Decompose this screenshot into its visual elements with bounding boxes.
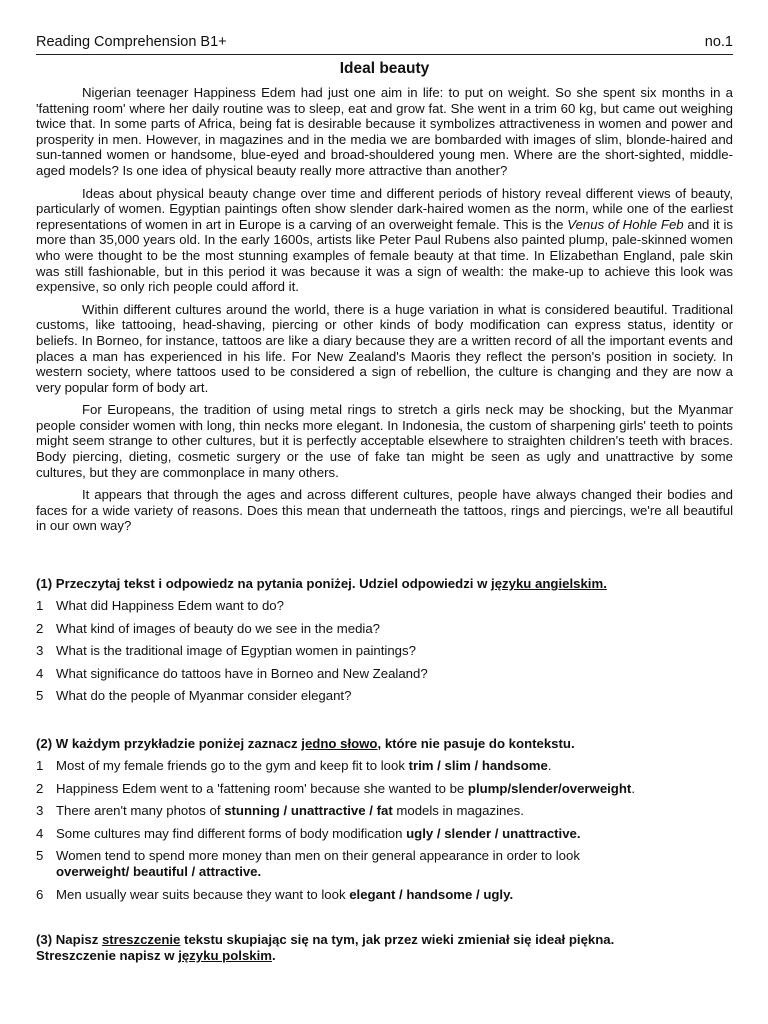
paragraph-5 bbox=[36, 487, 733, 534]
exercise-3-text-c: Streszczenie napisz w bbox=[36, 948, 179, 963]
page-header bbox=[36, 34, 733, 55]
exercise-3-line-2 bbox=[36, 948, 733, 964]
article-title: Ideal beauty bbox=[339, 60, 430, 77]
exercise-item bbox=[36, 848, 733, 879]
exercise-2-instruction-underlined: jedno słowo bbox=[301, 736, 378, 751]
exercise-1-instruction-underlined: języku angielskim. bbox=[491, 576, 607, 591]
paragraph-4-text: For Europeans, the tradition of using metal rings to stretch a girls neck may be shocking, but the Myanmar people consider women with long, thin necks more elegant. In Indonesia, the custom of sharpening girls' teeth to points might seem strange to other cultures, but it is perfectly acceptable elsewhere to straighten children's teeth with braces. Body piercing, dieting, cosmetic surgery or the use of fake tan might be seen as ugly and unattractive by some cultures, but they are commonplace in many others. bbox=[36, 402, 733, 480]
question-number: 2 bbox=[36, 620, 44, 636]
question-number: 5 bbox=[36, 688, 44, 704]
item-number: 2 bbox=[36, 780, 44, 796]
paragraph-2 bbox=[36, 186, 733, 295]
item-text: Men usually wear suits because they want to look bbox=[56, 886, 350, 902]
item-text: There aren't many photos of bbox=[56, 803, 225, 819]
paragraph-1-text: Nigerian teenager Happiness Edem had just one aim in life: to put on weight. So she spent six months in a 'fattening room' where her daily routine was to sleep, eat and grow fat. She went in a trim 60 kg, but came out weighing twice that. In some parts of Africa, being fat is desirable because it symbolizes attractiveness in women and power and prosperity in men. However, in magazines and in the media we are bombarded with images of slim, blonde-haired and sun-tanned women or handsome, blue-eyed and broad-shouldered young men. Where are the short-sighted, middle-aged models? Is one idea of physical beauty really more attractive than another? bbox=[36, 85, 733, 178]
header-course-title: Reading Comprehension B1+ bbox=[36, 34, 227, 50]
paragraph-4 bbox=[36, 402, 733, 480]
exercise-2 bbox=[36, 736, 733, 909]
item-number: 1 bbox=[36, 758, 44, 773]
question-number: 1 bbox=[36, 598, 44, 613]
word-options: overweight/ beautiful / attractive. bbox=[56, 863, 262, 879]
exercise-3-line-1 bbox=[36, 932, 733, 948]
paragraph-5-text: It appears that through the ages and across different cultures, people have always changed their bodies and faces for a wide variety of reasons. Does this mean that underneath the tattoos, rings and piercings, we're all beautiful in our own way? bbox=[36, 487, 733, 534]
item-text-end: . bbox=[631, 780, 635, 796]
exercise-3 bbox=[36, 932, 733, 964]
exercise-item bbox=[36, 803, 733, 819]
question-item bbox=[36, 688, 733, 704]
exercise-3-text-a: (3) Napisz bbox=[36, 932, 102, 947]
exercise-1-instruction bbox=[36, 576, 733, 591]
item-text: Most of my female friends go to the gym and keep fit to look bbox=[56, 758, 409, 773]
item-text-end: models in magazines. bbox=[392, 803, 524, 819]
paragraph-2-text-a: Ideas about physical beauty change over time and different periods of history reveal different views of beauty, particularly of women. Egyptian paintings often show slender dark-haired women as the norm, while one of the earliest representations of women in art in Europe is a carving of an overweight female. This is the bbox=[36, 185, 733, 232]
question-text: What significance do tattoos have in Borneo and New Zealand? bbox=[56, 665, 428, 681]
exercise-item bbox=[36, 887, 733, 903]
article-body bbox=[36, 85, 733, 541]
paragraph-3 bbox=[36, 302, 733, 396]
paragraph-3-text: Within different cultures around the world, there is a huge variation in what is considered beautiful. Traditional customs, like tattooing, head-shaving, piercing or other kinds of body modification can express status, identity or beliefs. In Borneo, for instance, tattoos are like a diary because they are a written record of all the important events and places a man has experienced in his life. For New Zealand's Maoris they reflect the person's position in society. In western society, where tattoos used to be considered a sign of rebellion, the culture is changing and they are now a very popular form of body art. bbox=[36, 301, 733, 395]
item-text: Women tend to spend more money than men on their general appearance in order to look bbox=[56, 848, 580, 864]
exercise-3-text-b: tekstu skupiając się na tym, jak przez wieki zmieniał się ideał piękna. bbox=[180, 932, 615, 947]
exercise-1-questions bbox=[36, 598, 733, 704]
header-number: no.1 bbox=[704, 34, 733, 50]
question-text: What kind of images of beauty do we see in the media? bbox=[56, 620, 381, 636]
exercise-2-instruction bbox=[36, 736, 733, 751]
exercise-3-underlined-language: języku polskim bbox=[178, 948, 273, 963]
item-text-end: . bbox=[547, 758, 552, 773]
exercise-3-text-d: . bbox=[272, 948, 276, 963]
question-item bbox=[36, 621, 733, 637]
question-text: What did Happiness Edem want to do? bbox=[56, 598, 284, 613]
exercise-2-items bbox=[36, 758, 733, 902]
item-text: Some cultures may find different forms of body modification bbox=[56, 825, 407, 841]
item-number: 3 bbox=[36, 803, 44, 819]
exercise-3-underlined-summary: streszczenie bbox=[101, 932, 181, 947]
venus-title: Venus of Hohle Feb bbox=[567, 216, 684, 232]
word-options: stunning / unattractive / fat bbox=[224, 803, 393, 819]
word-options: ugly / slender / unattractive. bbox=[406, 825, 581, 841]
exercise-1-instruction-text: (1) Przeczytaj tekst i odpowiedz na pytania poniżej. Udziel odpowiedzi w bbox=[36, 576, 492, 591]
paragraph-2-text-b: and it is more than 35,000 years old. In the early 1600s, artists like Peter Paul Rubens also painted plump, pale-skinned women who were thought to be the most stunning examples of female beauty at that time. In Elizabethan England, pale skin was still fashionable, but in this period it was because it was a sign of wealth: the make-up to achieve this look was expensive, so only rich people could afford it. bbox=[36, 216, 733, 295]
word-options: elegant / handsome / ugly. bbox=[349, 886, 514, 902]
question-number: 3 bbox=[36, 643, 44, 659]
item-text: Happiness Edem went to a 'fattening room' because she wanted to be bbox=[56, 780, 468, 796]
question-item bbox=[36, 666, 733, 682]
exercise-item bbox=[36, 826, 733, 842]
exercise-item bbox=[36, 781, 733, 797]
question-item bbox=[36, 643, 733, 659]
question-text: What do the people of Myanmar consider elegant? bbox=[56, 688, 352, 704]
exercise-2-instruction-text-a: (2) W każdym przykładzie poniżej zaznacz bbox=[36, 736, 302, 751]
exercise-2-instruction-text-b: , które nie pasuje do kontekstu. bbox=[377, 736, 575, 751]
item-number: 4 bbox=[36, 825, 44, 841]
item-number: 5 bbox=[36, 848, 44, 864]
question-text: What is the traditional image of Egyptian women in paintings? bbox=[56, 643, 416, 659]
question-number: 4 bbox=[36, 665, 44, 681]
word-options: trim / slim / handsome bbox=[408, 758, 548, 773]
question-item bbox=[36, 598, 733, 614]
item-number: 6 bbox=[36, 886, 44, 902]
exercise-1 bbox=[36, 576, 733, 711]
exercise-item bbox=[36, 758, 733, 774]
paragraph-1 bbox=[36, 85, 733, 179]
word-options: plump/slender/overweight bbox=[467, 780, 632, 796]
